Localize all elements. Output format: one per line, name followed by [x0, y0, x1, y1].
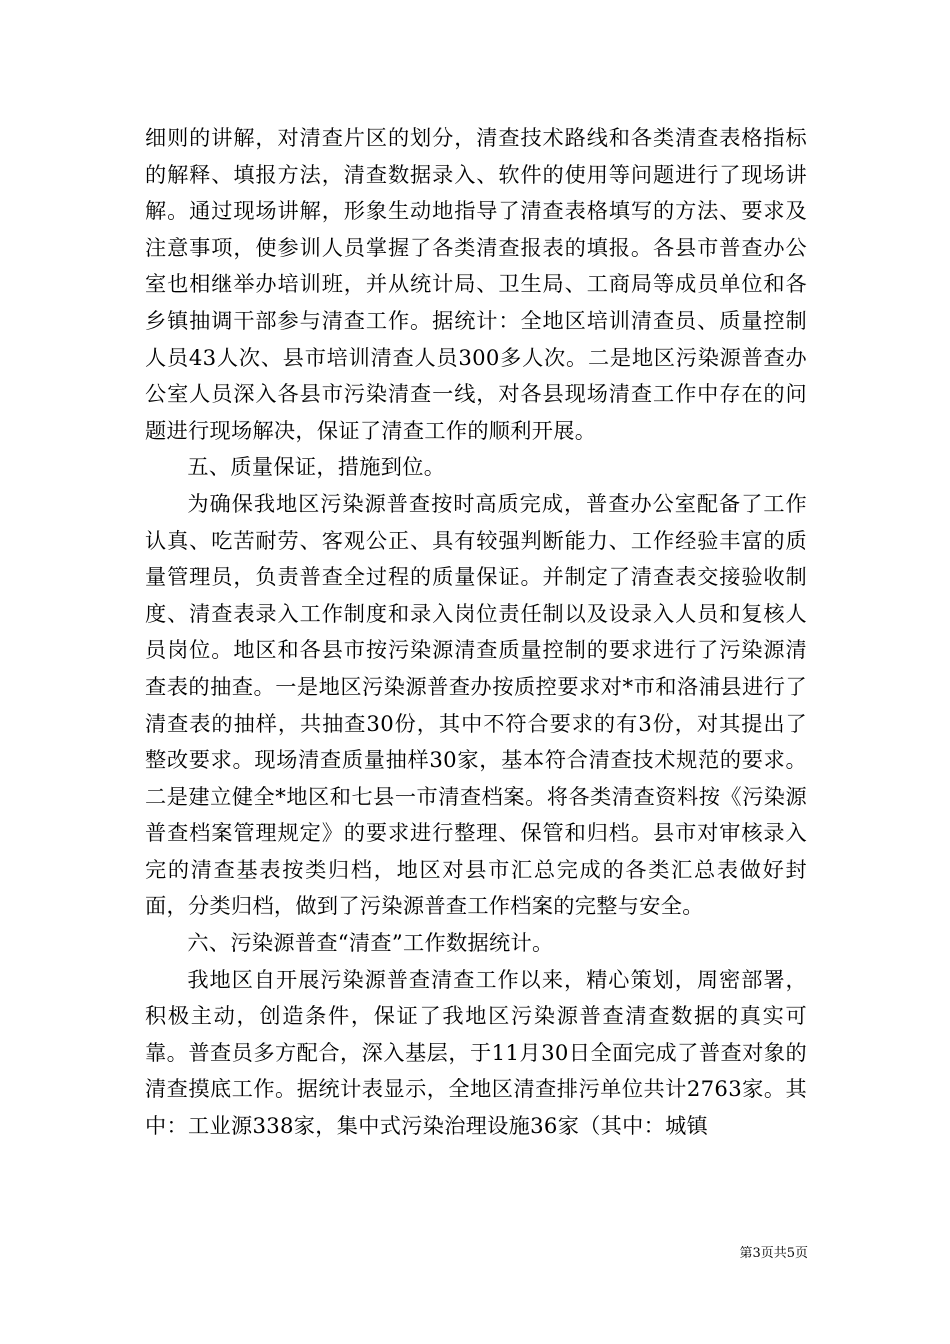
page-number-footer: 第3页共5页 — [739, 1246, 808, 1261]
heading-quality-assurance: 五、质量保证，措施到位。 — [187, 454, 446, 480]
heading-data-statistics: 六、污染源普查“清查”工作数据统计。 — [187, 930, 554, 956]
document-body — [145, 120, 807, 1145]
paragraph-data-statistics: 我地区自开展污染源普查清查工作以来，精心策划，周密部署，积极主动，创造条件，保证了我地区污染源普查清查数据的真实可靠。普查员多方配合，深入基层，于11月30日全面完成了普查对象的清查摸底工作。据统计表显示，全地区清查排污单位共计2763家。其中：工业源338家，集中式污染治理设施36家（其中：城镇 — [145, 966, 807, 1139]
paragraph-quality-assurance: 为确保我地区污染源普查按时高质完成，普查办公室配备了工作认真、吃苦耐劳、客观公正、具有较强判断能力、工作经验丰富的质量管理员，负责普查全过程的质量保证。并制定了清查表交接验收制度、清查表录入工作制度和录入岗位责任制以及设录入人员和复核人员岗位。地区和各县市按污染源清查质量控制的要求进行了污染源清查表的抽查。一是地区污染源普查办按质控要求对*市和洛浦县进行了清查表的抽样，共抽查30份，其中不符合要求的有3份，对其提出了整改要求。现场清查质量抽样30家，基本符合清查技术规范的要求。二是建立健全*地区和七县一市清查档案。将各类清查资料按《污染源普查档案管理规定》的要求进行整理、保管和归档。县市对审核录入完的清查基表按类归档，地区对县市汇总完成的各类汇总表做好封面，分类归档，做到了污染源普查工作档案的完整与安全。 — [145, 490, 807, 919]
paragraph-training-continued: 细则的讲解，对清查片区的划分，清查技术路线和各类清查表格指标的解释、填报方法，清查数据录入、软件的使用等问题进行了现场讲解。通过现场讲解，形象生动地指导了清查表格填写的方法、要求及注意事项，使参训人员掌握了各类清查报表的填报。各县市普查办公室也相继举办培训班，并从统计局、卫生局、工商局等成员单位和各乡镇抽调干部参与清查工作。据统计：全地区培训清查员、质量控制人员43人次、县市培训清查人员300多人次。二是地区污染源普查办公室人员深入各县市污染清查一线，对各县现场清查工作中存在的问题进行现场解决，保证了清查工作的顺利开展。 — [145, 125, 807, 443]
